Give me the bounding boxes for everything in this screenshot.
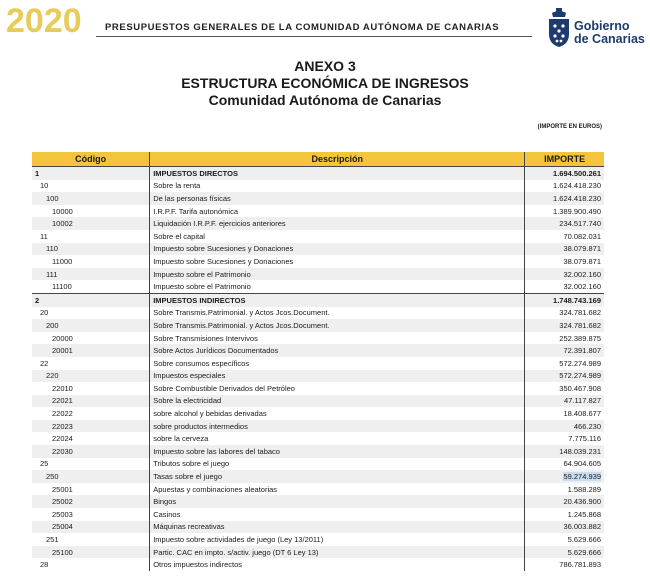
row-code: 11000: [52, 256, 73, 266]
amount-value: 70.082.031: [563, 231, 601, 241]
row-description: Máquinas recreativas: [150, 521, 525, 534]
row-code: 200: [46, 320, 59, 330]
row-description: IMPUESTOS DIRECTOS: [150, 167, 525, 180]
row-amount: [525, 382, 604, 395]
amount-value: 324.781.682: [559, 320, 601, 330]
row-code: 22010: [52, 383, 73, 393]
table-row: [32, 357, 604, 370]
row-description: IMPUESTOS INDIRECTOS: [150, 293, 525, 306]
table-row: [32, 180, 604, 193]
row-amount: [525, 420, 604, 433]
row-code: 250: [46, 472, 59, 482]
amount-value: 252.389.875: [559, 333, 601, 343]
row-description: Bingos: [150, 495, 525, 508]
row-amount: [525, 344, 604, 357]
amount-value: 1.588.289: [567, 484, 601, 494]
row-code: 20001: [52, 346, 73, 356]
amount-value: 20.436.900: [563, 497, 601, 507]
row-description: Sobre Transmis.Patrimonial. y Actos Jcos.Document.: [150, 307, 525, 320]
row-amount: [525, 319, 604, 332]
row-amount: [525, 470, 604, 483]
amount-value: 234.517.740: [559, 219, 601, 229]
row-code: 25004: [52, 522, 73, 532]
row-code: 25002: [52, 497, 73, 507]
header-title: PRESUPUESTOS GENERALES DE LA COMUNIDAD AUTÓNOMA DE CANARIAS: [105, 22, 500, 33]
table-row: [32, 243, 604, 256]
row-description: Impuesto sobre actividades de juego (Ley 13/2011): [150, 533, 525, 546]
row-amount: [525, 558, 604, 571]
row-description: sobre la cerveza: [150, 432, 525, 445]
row-amount: [525, 521, 604, 534]
row-code: 110: [46, 244, 58, 254]
table-row: [32, 533, 604, 546]
table-row: [32, 217, 604, 230]
entity-title: Comunidad Autónoma de Canarias: [208, 92, 442, 108]
row-code: 25100: [52, 547, 73, 557]
row-amount: [525, 395, 604, 408]
amount-value: 5.629.666: [567, 547, 601, 557]
row-amount: [525, 508, 604, 521]
row-amount: [525, 332, 604, 345]
amount-value: 32.002.160: [563, 282, 601, 292]
table-row: [32, 370, 604, 383]
row-description: Sobre la renta: [150, 180, 525, 193]
row-description: Impuesto sobre el Patrimonio: [150, 280, 525, 293]
amount-value: 572.274.989: [559, 358, 601, 368]
row-code: 11100: [52, 282, 72, 292]
row-amount: [525, 293, 604, 306]
row-description: Impuesto sobre Sucesiones y Donaciones: [150, 255, 525, 268]
table-row: [32, 332, 604, 345]
row-code: 22030: [52, 446, 73, 456]
header-divider: [96, 36, 532, 37]
amount-value: 18.408.677: [563, 409, 601, 419]
row-description: Tasas sobre el juego: [150, 470, 525, 483]
table-row: [32, 407, 604, 420]
row-amount: [525, 357, 604, 370]
table-row: [32, 255, 604, 268]
budget-year: 2020: [6, 2, 82, 40]
header-amount: IMPORTE: [525, 152, 604, 167]
row-amount: [525, 255, 604, 268]
row-amount: [525, 495, 604, 508]
document-titles: [0, 58, 650, 109]
row-code: 10: [40, 181, 49, 191]
row-code: 10000: [52, 206, 73, 216]
table-row: [32, 192, 604, 205]
table-row: [32, 344, 604, 357]
amount-value: 47.117.827: [564, 396, 601, 406]
row-code: 25: [40, 459, 49, 469]
income-table: [32, 152, 604, 571]
table-row: [32, 395, 604, 408]
amount-value: 786.781.893: [559, 560, 601, 570]
table-row: [32, 546, 604, 559]
table-row: [32, 445, 604, 458]
row-description: Sobre Transmisiones Intervivos: [150, 332, 525, 345]
header-description: Descripción: [150, 152, 525, 167]
table-row: [32, 470, 604, 483]
row-amount: [525, 307, 604, 320]
row-amount: [525, 268, 604, 281]
amount-value: 1.624.418.230: [553, 181, 601, 191]
amount-value: 350.467.908: [559, 383, 601, 393]
row-description: Tributos sobre el juego: [150, 458, 525, 471]
row-amount: [525, 192, 604, 205]
row-description: Impuesto sobre el Patrimonio: [150, 268, 525, 281]
row-description: Sobre consumos específicos: [150, 357, 525, 370]
row-description: Apuestas y combinaciones aleatorias: [150, 483, 525, 496]
row-code: 20000: [52, 333, 73, 343]
table-row: [32, 307, 604, 320]
row-code: 100: [46, 193, 59, 203]
row-amount: [525, 217, 604, 230]
row-amount: [525, 167, 604, 180]
row-description: Impuesto sobre las labores del tabaco: [150, 445, 525, 458]
amount-value: 38.079.871: [563, 256, 601, 266]
row-code: 20: [40, 308, 49, 318]
table-row: [32, 420, 604, 433]
logo-line-2: de Canarias: [574, 32, 645, 46]
table-body: [32, 167, 604, 572]
amount-value: 5.629.666: [567, 535, 601, 545]
amount-value: 466.230: [573, 421, 601, 431]
row-amount: [525, 483, 604, 496]
table-header-row: [32, 152, 604, 167]
table-row: [32, 319, 604, 332]
table-row: [32, 268, 604, 281]
annex-title: ANEXO 3: [294, 58, 356, 74]
amount-value: 1.245.868: [567, 509, 601, 519]
row-amount: [525, 458, 604, 471]
row-description: Sobre Actos Jurídicos Documentados: [150, 344, 525, 357]
row-amount: [525, 180, 604, 193]
table-row: [32, 508, 604, 521]
table-row: [32, 432, 604, 445]
row-code: 111: [46, 269, 58, 279]
row-code: 22022: [52, 409, 73, 419]
row-description: Impuestos especiales: [150, 370, 525, 383]
amount-value: 324.781.682: [559, 308, 601, 318]
row-code: 220: [46, 371, 59, 381]
table-row: [32, 558, 604, 571]
table-row: [32, 382, 604, 395]
row-code: 1: [35, 168, 40, 178]
row-amount: [525, 533, 604, 546]
row-amount: [525, 280, 604, 293]
header-code: Código: [75, 154, 107, 164]
page-header: [0, 0, 650, 52]
table-row: [32, 205, 604, 218]
row-amount: [525, 370, 604, 383]
row-amount: [525, 432, 604, 445]
row-description: De las personas físicas: [150, 192, 525, 205]
row-code: 251: [46, 535, 59, 545]
logo-line-1: Gobierno: [574, 19, 630, 33]
row-amount: [525, 205, 604, 218]
row-description: Impuesto sobre Sucesiones y Donaciones: [150, 243, 525, 256]
amount-value: 1.624.418.230: [553, 193, 601, 203]
row-code: 22: [40, 358, 49, 368]
gobierno-canarias-logo: [546, 8, 646, 52]
row-code: 28: [40, 560, 49, 570]
table-row: [32, 483, 604, 496]
row-description: I.R.P.F. Tarifa autonómica: [150, 205, 525, 218]
row-code: 2: [35, 295, 40, 305]
row-description: Sobre Transmis.Patrimonial. y Actos Jcos.Document.: [150, 319, 525, 332]
amount-value: 64.904.605: [563, 459, 601, 469]
selected-amount: 59.274.939: [563, 472, 601, 482]
row-amount: [525, 445, 604, 458]
units-note: (IMPORTE EN EUROS): [537, 124, 602, 130]
row-code: 25003: [52, 509, 73, 519]
amount-value: 38.079.871: [563, 244, 601, 254]
amount-value: 32.002.160: [563, 269, 601, 279]
amount-value: 1.389.900.490: [553, 206, 601, 216]
row-amount: [525, 407, 604, 420]
amount-value: 148.039.231: [559, 446, 601, 456]
row-amount: [525, 230, 604, 243]
row-code: 11: [40, 231, 48, 241]
amount-value: 36.003.882: [563, 522, 601, 532]
row-description: Sobre el capital: [150, 230, 525, 243]
row-description: Sobre la electricidad: [150, 395, 525, 408]
table-row: [32, 167, 604, 180]
structure-title: ESTRUCTURA ECONÓMICA DE INGRESOS: [181, 75, 469, 91]
table-row: [32, 280, 604, 293]
row-description: sobre productos intermedios: [150, 420, 525, 433]
row-description: sobre alcohol y bebidas derivadas: [150, 407, 525, 420]
table-row: [32, 495, 604, 508]
row-description: Partic. CAC en impto. s/activ. juego (DT 6 Ley 13): [150, 546, 525, 559]
amount-value: 1.694.500.261: [553, 168, 601, 178]
amount-value: 72.391.807: [563, 346, 601, 356]
row-description: Casinos: [150, 508, 525, 521]
row-description: Otros impuestos indirectos: [150, 558, 525, 571]
row-code: 22024: [52, 434, 73, 444]
coat-of-arms-icon: [546, 8, 572, 48]
table-row: [32, 293, 604, 306]
table-row: [32, 230, 604, 243]
amount-value: 7.775.116: [568, 434, 601, 444]
row-code: 22021: [52, 396, 73, 406]
amount-value: 1.748.743.169: [553, 295, 601, 305]
row-amount: [525, 243, 604, 256]
row-code: 22023: [52, 421, 73, 431]
logo-wordmark: [574, 20, 645, 46]
row-code: 10002: [52, 219, 73, 229]
amount-value: 572.274.989: [559, 371, 601, 381]
table-row: [32, 521, 604, 534]
row-description: Liquidación I.R.P.F. ejercicios anteriores: [150, 217, 525, 230]
row-description: Sobre Combustible Derivados del Petróleo: [150, 382, 525, 395]
table-row: [32, 458, 604, 471]
row-code: 25001: [52, 484, 73, 494]
row-amount: [525, 546, 604, 559]
